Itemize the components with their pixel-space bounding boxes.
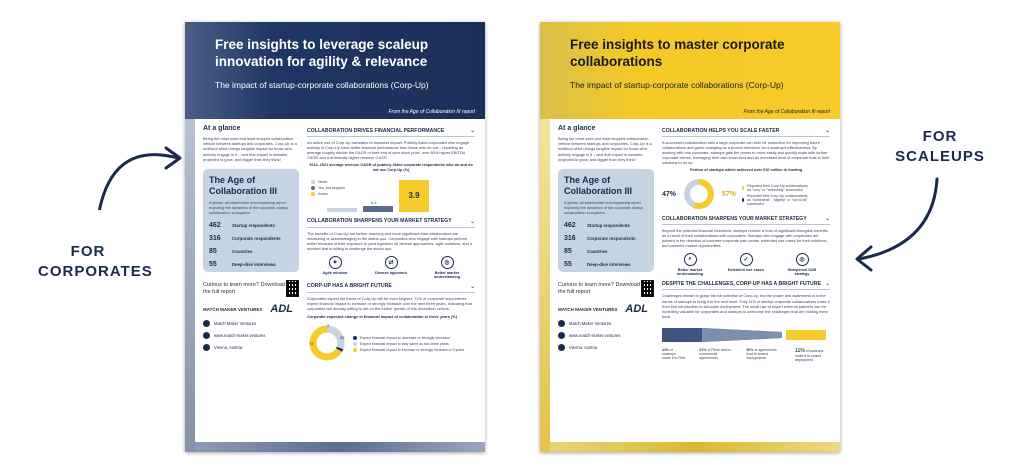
funnel-label: of agreements lead to scaled deployments	[746, 347, 777, 360]
stat-number: 462	[564, 222, 576, 230]
stat-label: Corporate respondents	[232, 236, 281, 242]
stat-number: 85	[564, 248, 572, 256]
magnifier-icon: ⌕	[684, 253, 697, 266]
bar-active	[399, 180, 429, 212]
stat-row	[209, 222, 293, 229]
legend-item	[353, 348, 464, 352]
section-header[interactable]	[307, 218, 475, 228]
section-text: An active use of Corp-Up translates to business impact: Publicly listed corporates who engage actively in Corp-Up have better financial performance than those who do not – reporting an average roughly double the CAGR of their end of year stock price, over 60% higher EBITDA CAGR and a drastically higher revenue CAGR.	[307, 140, 470, 161]
donut-label: 72	[309, 341, 314, 347]
funnel-value: 43%	[662, 347, 670, 352]
benefit-label: Better market understanding	[676, 268, 704, 277]
check-icon: ✓	[740, 253, 753, 266]
legend-swatch	[353, 348, 357, 352]
funnel-value: 11%	[794, 347, 805, 354]
source-note: From the Age of Collaboration III report	[388, 109, 475, 115]
bar-never	[327, 208, 357, 212]
funnel-label: of scaleups made it to Pilot	[662, 347, 686, 360]
section-text: The benefits of Corp-Up are farther reaching and more significant than collaborators are measuring or acknowledging in the status quo: Corporates who engage with startups perform better because of their exposure to (and ingestion of) diverse approaches, agile solutions, and a mindset that is willing to challenge the status quo.	[307, 230, 473, 251]
section-title: CORP-UP HAS A BRIGHT FUTURE	[307, 283, 392, 290]
section-header[interactable]	[307, 127, 475, 137]
donut-value-left: 47%	[662, 190, 677, 198]
benefit-label: Diverse approach	[375, 270, 407, 275]
corporate-flyer	[185, 22, 485, 452]
benefit-icons	[662, 253, 830, 276]
chart-caption: 2016–2021 average revenue CAGR of publicly listed corporate respondents who do and do not use Corp-Up (%)	[309, 163, 473, 172]
legend-label: Expect financial impact to decrease or strongly decrease	[360, 336, 451, 341]
section-title: DESPITE THE CHALLENGES, CORP-UP HAS A BRIGHT FUTURE	[662, 280, 821, 287]
section-title: COLLABORATION SHARPENS YOUR MARKET STRATEGY	[662, 215, 807, 222]
legend-item	[742, 194, 812, 206]
impact-donut-chart	[307, 323, 347, 363]
section-header[interactable]	[662, 215, 830, 225]
legend-label: Yes, but stopped	[318, 185, 345, 190]
funnel-stage	[662, 348, 685, 362]
funnel-label: of scaleups make it to scaled deployment	[794, 348, 824, 362]
funding-donut-chart	[682, 177, 716, 211]
stat-label: Deep-dive interviews	[587, 262, 631, 268]
intro-text: Being the most used and least stopped collaboration vehicle between startups and corporates, Corp-Up is a multitool which brings tangible impact for those who actively engage in it – and that impact is sizeable, projected to grow, and bigger than they think!	[558, 136, 652, 162]
flyer-title: Free insights to leverage scaleup innovation for agility & relevance	[215, 37, 429, 69]
legend-label: Expect financial impact to increase or strongly increase in 3 years	[360, 348, 465, 353]
download-text: Curious to learn more? Download the full report	[558, 281, 640, 295]
section-text: A successful collaboration with a large corporate can both be instructive for improving future collaborations and game-changing as a proven reference for a scaleup's effectiveness: By working with one corporate, startups gain the power to more easily and quickly scale with further corporate clients, leveraging their own know-how and an increased level of corporate trust in their solutions to do so.	[662, 140, 830, 166]
contact-text: Vienna, Austria	[214, 345, 243, 351]
location-icon	[558, 344, 565, 351]
globe-icon	[558, 332, 565, 339]
stat-label: Deep-dive interviews	[232, 262, 276, 268]
funnel-value: 50%	[746, 347, 754, 352]
report-card	[558, 169, 654, 272]
lightbulb-icon: ✦	[329, 256, 342, 269]
qr-code-icon[interactable]	[641, 280, 654, 297]
bar-stopped	[363, 206, 393, 212]
section-header[interactable]	[662, 127, 830, 137]
stat-row	[209, 235, 293, 242]
stat-number: 55	[564, 261, 572, 269]
benefit-icons	[307, 256, 475, 279]
donut-label: 26	[340, 335, 345, 341]
benefit-item	[427, 256, 467, 279]
funnel-stage	[746, 348, 781, 362]
benefit-label: Agile mindset	[322, 270, 348, 275]
scaleup-flyer	[540, 22, 840, 452]
legend-item	[353, 336, 464, 340]
company-icon	[558, 320, 565, 327]
legend-swatch	[311, 180, 315, 184]
logo-row	[203, 303, 299, 315]
footer-image	[550, 442, 840, 452]
report-title: The Age of Collaboration III	[564, 175, 633, 197]
contact-row	[203, 344, 299, 351]
target-icon: ◎	[796, 253, 809, 266]
source-note: From the Age of Collaboration III report	[743, 109, 830, 115]
stat-label: Countries	[587, 249, 608, 255]
section-title: COLLABORATION HELPS YOU SCALE FASTER	[662, 127, 780, 134]
stat-label: Startup respondents	[587, 223, 630, 229]
benefit-label: Sharpened D2M strategy	[787, 268, 817, 277]
legend-swatch	[742, 198, 744, 202]
right-arrow-icon	[845, 175, 945, 275]
stat-number: 85	[209, 248, 217, 256]
stat-row	[564, 235, 648, 242]
footer-image	[195, 442, 485, 452]
chevron-down-icon[interactable]: ⌄	[469, 283, 475, 290]
chevron-down-icon[interactable]: ⌄	[469, 128, 475, 134]
funnel-stage	[699, 348, 732, 362]
contact-row	[558, 320, 654, 327]
location-icon	[203, 344, 210, 351]
decorative-strip	[540, 119, 550, 452]
flyer-subtitle: The impact of startup-corporate collaborations (Corp-Up)	[215, 80, 429, 90]
benefit-item	[726, 253, 766, 276]
section-text: Challenges remain to grasp the full potential of Corp-Up, but the power and awareness is in the hands of startups to bring it to the next level: Only 11% of startup-corporate collaborations make it from first introduction to full-scale deployment. The small use of expert external partners can be incredibly valuable for corporates and startups to overcome the challenges that are holding them back.	[662, 293, 830, 319]
legend-label: Never	[318, 179, 328, 184]
contact-row	[203, 320, 299, 327]
chevron-down-icon[interactable]: ⌄	[824, 216, 830, 223]
stat-label: Startup respondents	[232, 223, 275, 229]
match-maker-logo: MATCH MAKER VENTURES	[203, 306, 263, 312]
contact-text: Match-Maker Ventures	[214, 321, 257, 327]
section-title: COLLABORATION SHARPENS YOUR MARKET STRATEGY	[307, 218, 452, 225]
bar-label-active: 3.9	[408, 191, 420, 201]
funding-donut-row	[662, 177, 830, 211]
stat-number: 55	[209, 261, 217, 269]
stat-label: Countries	[232, 249, 253, 255]
download-block	[203, 280, 299, 297]
legend-swatch	[353, 342, 357, 346]
funnel-value: 51%	[699, 347, 707, 352]
globe-icon	[203, 332, 210, 339]
bar-label-stopped: 0.4	[371, 199, 377, 205]
at-a-glance-heading: At a glance	[203, 125, 241, 132]
legend-swatch	[311, 192, 315, 196]
cagr-bar-chart	[307, 176, 475, 214]
stat-number: 316	[209, 235, 221, 243]
at-a-glance-heading: At a glance	[558, 125, 596, 132]
impact-donut-row	[307, 323, 475, 363]
stat-number: 316	[564, 235, 576, 243]
stat-row	[209, 248, 293, 255]
chart-caption: Portion of startups which achieved over €10 million in funding	[689, 168, 803, 173]
legend-label: Reported their Corp-Up collaborations as "very" or "extremely" successful	[747, 184, 808, 193]
benefit-label: Extended use cases	[727, 268, 765, 273]
legend-swatch	[311, 186, 315, 190]
legend-item	[311, 180, 345, 184]
decorative-strip	[185, 119, 195, 452]
section-text: Corporates expect the future of Corp-Up will be even brighter: 72% of corporate respondents expect financial impact to increase or strongly increase over the next three years, indicating that corporates are already willing to bet on the further growth of this innovation vehicle.	[307, 295, 472, 312]
chart-caption: Corporate expected change in financial impact of collaboration in three years (%)	[307, 314, 458, 320]
contact-text: Vienna, Austria	[569, 345, 598, 351]
stat-label: Corporate respondents	[587, 236, 636, 242]
contact-row	[558, 344, 654, 351]
legend-item	[311, 186, 345, 190]
left-arrow-icon	[90, 100, 190, 210]
legend-label: Expect financial impact to stay same as two-three years	[360, 342, 449, 347]
benefit-item	[782, 253, 822, 276]
section-header[interactable]	[662, 280, 830, 290]
for-scaleups-label	[890, 127, 990, 167]
shuffle-icon: ⇄	[385, 256, 398, 269]
flyer-title: Free insights to master corporate collaborations	[570, 37, 785, 69]
legend-swatch	[353, 336, 357, 340]
target-icon: ◎	[441, 256, 454, 269]
contact-row[interactable]	[558, 332, 654, 339]
funnel-chart	[662, 322, 830, 362]
legend-item	[353, 342, 464, 346]
match-maker-logo: MATCH MAKER VENTURES	[558, 306, 618, 312]
donut-value-right: 57%	[722, 190, 737, 198]
download-block	[558, 280, 654, 297]
qr-code-icon[interactable]	[286, 280, 299, 297]
section-header[interactable]	[307, 283, 475, 293]
benefit-label: Better market understanding	[433, 270, 461, 279]
section-text: Beyond the potential financial incentives, startups receive a host of significant intangible benefits as a result of their collaborations with corporates: Startups who engage with corporates are pointed in the direction of concrete corporate pain points, extended use cases for their solutions, and powerful market opportunities.	[662, 228, 828, 249]
for-corporates-label	[38, 242, 153, 282]
logo-row	[558, 303, 654, 315]
stat-row	[209, 261, 293, 268]
stat-row	[564, 261, 648, 268]
chevron-down-icon[interactable]: ⌄	[824, 128, 830, 134]
download-text: Curious to learn more? Download the full report	[203, 281, 285, 295]
flyer-header	[540, 22, 840, 119]
contact-text: Match-Maker Ventures	[569, 321, 612, 327]
legend-label: Active	[318, 191, 328, 196]
flyer-subtitle: The impact of startup-corporate collaborations (Corp-Up)	[570, 80, 784, 90]
chevron-down-icon[interactable]: ⌄	[824, 281, 830, 288]
report-desc: A global, all-stakeholder encompassing report exploring the dynamics of the corporate-startup collaboration ecosystem.	[209, 201, 289, 216]
contact-row[interactable]	[203, 332, 299, 339]
stat-row	[564, 248, 648, 255]
legend-swatch	[742, 186, 744, 190]
contact-text[interactable]: www.match-maker.ventures	[569, 333, 621, 339]
stat-row	[564, 222, 648, 229]
for-scaleups-text: FOR SCALEUPS	[895, 128, 985, 165]
legend-label: Reported their Corp-Up collaborations as "somewhat", "slightly" or "not at all" successful	[746, 194, 808, 207]
report-desc: A global, all-stakeholder encompassing report exploring the dynamics of the corporate-startup collaboration ecosystem.	[564, 201, 644, 216]
legend-item	[742, 184, 812, 192]
legend-item	[311, 192, 345, 196]
benefit-item	[371, 256, 411, 279]
for-corporates-text: FOR CORPORATES	[38, 243, 153, 280]
funnel-stage	[795, 348, 830, 362]
funnel-graphic	[662, 322, 830, 348]
stat-number: 462	[209, 222, 221, 230]
adl-logo: ADL	[270, 303, 294, 316]
benefit-item	[670, 253, 710, 276]
adl-logo: ADL	[625, 303, 649, 316]
report-title: The Age of Collaboration III	[209, 175, 278, 197]
chevron-down-icon[interactable]: ⌄	[469, 218, 475, 225]
contact-text[interactable]: www.match-maker.ventures	[214, 333, 266, 339]
intro-text: Being the most used and least stopped collaboration vehicle between startups and corporates, Corp-Up is a multitool which brings tangible impact for those who actively engage in it – and that impact is sizeable, projected to grow, and bigger than they think!	[203, 136, 297, 162]
report-card	[203, 169, 299, 272]
flyer-header	[185, 22, 485, 119]
section-title: COLLABORATION DRIVES FINANCIAL PERFORMANCE	[307, 127, 445, 134]
donut-label: 2	[327, 323, 330, 329]
funnel-label: of Pilots lead to commercial agreements	[699, 347, 732, 360]
benefit-item	[315, 256, 355, 279]
company-icon	[203, 320, 210, 327]
